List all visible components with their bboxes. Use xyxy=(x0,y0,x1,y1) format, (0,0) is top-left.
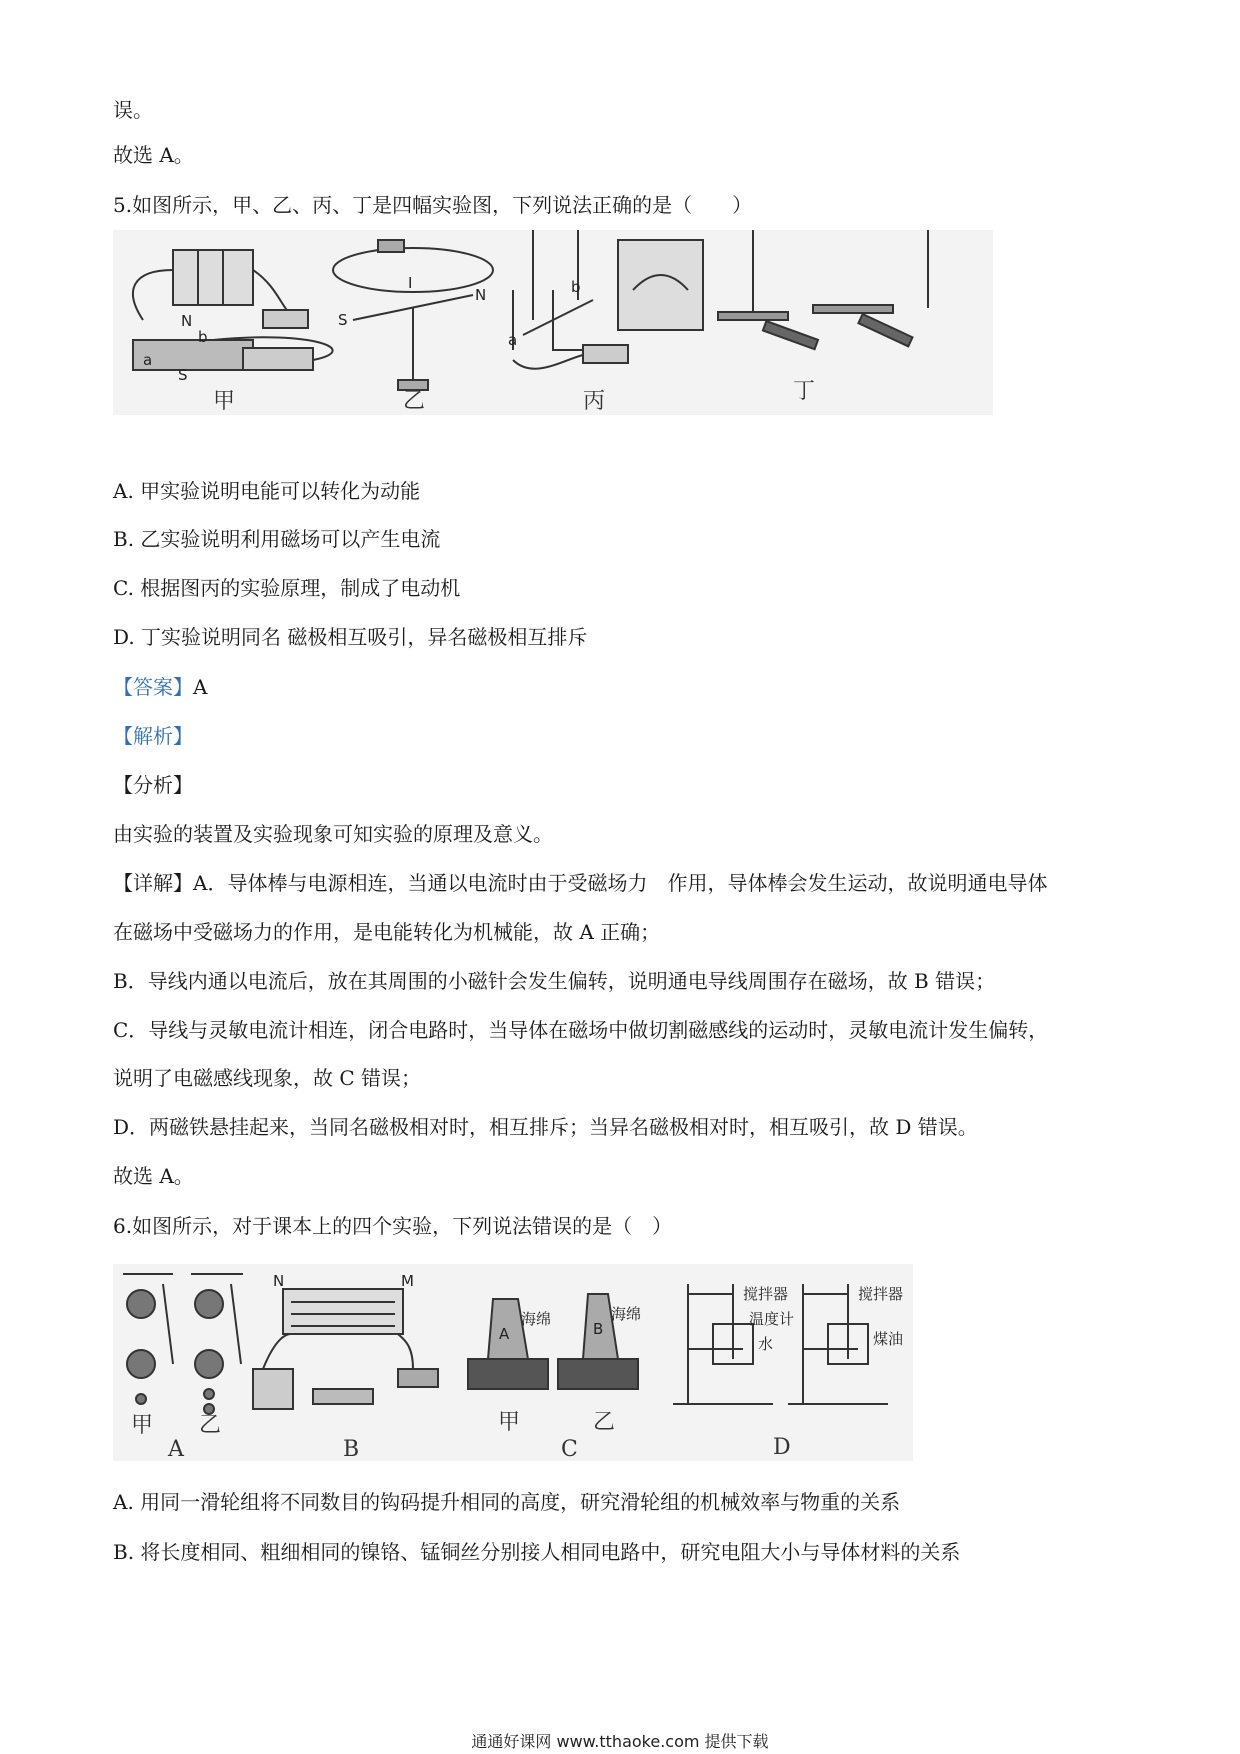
fig6-sub: 乙 xyxy=(593,1410,616,1435)
fig5-label-ding: 丁 xyxy=(793,379,816,404)
fig5-mark: S xyxy=(338,311,348,329)
text-line: 误。 xyxy=(113,98,153,122)
figure-q5 xyxy=(113,230,993,415)
xiangjie-line: B．导线内通以电流后，放在其周围的小磁针会发生偏转，说明通电导线周围存在磁场，故 B 错误； xyxy=(113,969,996,993)
fig6-mark: M xyxy=(401,1272,414,1290)
fig6-label-d: D xyxy=(773,1435,791,1460)
footer: 通通好课网 www.tthaoke.com 提供下载 xyxy=(471,1732,769,1751)
fig6-mark: 海绵 xyxy=(611,1305,642,1323)
text-line: 故选 A。 xyxy=(113,143,194,167)
fig5-label-bing: 丙 xyxy=(583,389,606,414)
fig5-label-jia: 甲 xyxy=(213,389,236,414)
fig6-mark: 海绵 xyxy=(521,1310,552,1328)
answer-tag: 【答案】 xyxy=(113,675,193,699)
fig6-label-b: B xyxy=(343,1437,360,1461)
answer-value: A xyxy=(193,675,208,699)
fig5-mark: b xyxy=(571,278,581,296)
xiangjie-line: 【详解】A．导体棒与电源相连，当通以电流时由于受磁场力 作用，导体棒会发生运动，故说明通电导体 xyxy=(113,871,1048,895)
answer-line xyxy=(113,673,207,701)
fenxi-text: 由实验的装置及实验现象可知实验的原理及意义。 xyxy=(113,822,553,846)
option-b: B. 乙实验说明利用磁场可以产生电流 xyxy=(113,527,441,551)
figure-q6 xyxy=(113,1264,913,1461)
xiangjie-line: 说明了电磁感线现象，故 C 错误； xyxy=(113,1066,422,1090)
fig6-mark: 搅拌器 xyxy=(858,1285,904,1303)
fig6-mark: A xyxy=(499,1325,510,1343)
option-a: A. 用同一滑轮组将不同数目的钩码提升相同的高度，研究滑轮组的机械效率与物重的关系 xyxy=(113,1490,901,1514)
option-c: C. 根据图丙的实验原理，制成了电动机 xyxy=(113,576,461,600)
option-b: B. 将长度相同、粗细相同的镍铬、锰铜丝分别接人相同电路中，研究电阻大小与导体材料的关系 xyxy=(113,1540,961,1564)
fig5-mark: S xyxy=(178,366,188,384)
question-6: 6.如图所示，对于课本上的四个实验，下列说法错误的是（ ） xyxy=(113,1214,673,1238)
question-5: 5.如图所示，甲、乙、丙、丁是四幅实验图，下列说法正确的是（ ） xyxy=(113,193,753,217)
fig5-mark: I xyxy=(408,274,413,292)
fig6-mark: 煤油 xyxy=(873,1330,904,1348)
analysis-tag: 【解析】 xyxy=(113,724,193,748)
fig5-mark: a xyxy=(508,331,518,349)
fig6-sub: 乙 xyxy=(199,1413,222,1438)
fenxi-tag: 【分析】 xyxy=(113,773,193,797)
option-d: D. 丁实验说明同名 磁极相互吸引，异名磁极相互排斥 xyxy=(113,625,588,649)
fig6-mark: 水 xyxy=(758,1335,774,1353)
fig6-mark: N xyxy=(273,1272,285,1290)
fig6-label-c: C xyxy=(561,1437,578,1461)
xiangjie-line: D．两磁铁悬挂起来，当同名磁极相对时，相互排斥；当异名磁极相对时，相互吸引，故 D 错误。 xyxy=(113,1115,978,1139)
fig5-label-yi: 乙 xyxy=(403,389,426,414)
fig6-mark: B xyxy=(593,1320,604,1338)
fig6-sub: 甲 xyxy=(131,1413,154,1438)
fig6-mark: 温度计 xyxy=(749,1310,795,1328)
fig5-mark: N xyxy=(181,312,193,330)
xiangjie-line: C．导线与灵敏电流计相连，闭合电路时，当导体在磁场中做切割磁感线的运动时，灵敏电流计发生偏转， xyxy=(113,1018,1049,1042)
xiangjie-line: 故选 A。 xyxy=(113,1164,194,1188)
fig6-label-a: A xyxy=(168,1437,184,1461)
fig6-sub: 甲 xyxy=(498,1410,521,1435)
option-a: A. 甲实验说明电能可以转化为动能 xyxy=(113,479,421,503)
fig5-mark: a xyxy=(143,351,153,369)
xiangjie-line: 在磁场中受磁场力的作用，是电能转化为机械能，故 A 正确； xyxy=(113,920,661,944)
fig6-mark: 搅拌器 xyxy=(743,1285,789,1303)
fig5-mark: N xyxy=(475,286,487,304)
fig5-mark: b xyxy=(198,328,208,346)
